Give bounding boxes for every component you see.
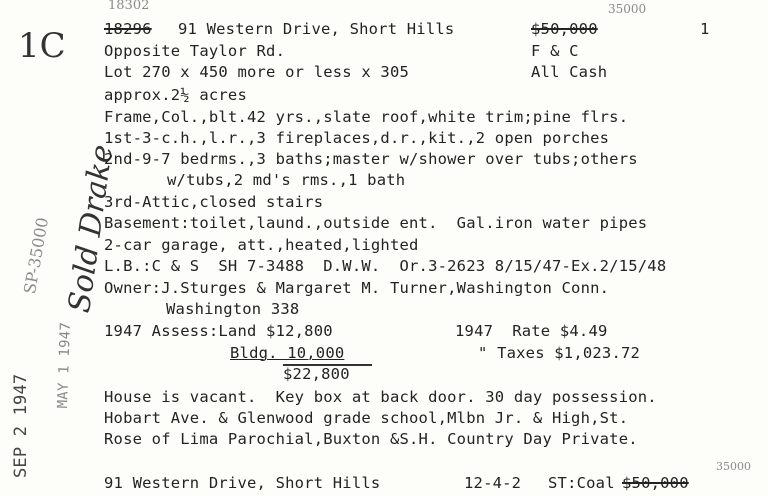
garage: 2-car garage, att.,heated,lighted <box>104 236 419 254</box>
date-stamp-2: MAY 1 1947 <box>54 321 75 409</box>
footer-address: 91 Western Drive, Short Hills <box>104 474 381 492</box>
address: 91 Western Drive, Short Hills <box>178 20 455 38</box>
footer-code: 12-4-2 <box>464 474 522 492</box>
listing-info: L.B.:C & S SH 7-3488 D.W.W. Or.3-2623 8/15/47-Ex.2/15/48 <box>104 257 667 275</box>
remarks-line-3: Rose of Lima Parochial,Buxton &S.H. Country Day Private. <box>104 430 638 448</box>
pencil-price-bottom: 35000 <box>716 460 751 473</box>
handwritten-district: 1C <box>18 26 66 66</box>
basement: Basement:toilet,laund.,outside ent. Gal.iron water pipes <box>104 214 648 232</box>
remarks-line-1: House is vacant. Key box at back door. 30 day possession. <box>104 388 657 406</box>
first-floor: 1st-3-c.h.,l.r.,3 fireplaces,d.r.,kit.,2 open porches <box>104 129 610 147</box>
location-note: Opposite Taylor Rd. <box>104 42 286 60</box>
assessment-building: Bldg. 10,000 <box>230 344 345 362</box>
second-floor: 2nd-9-7 bedrms.,3 baths;master w/shower over tubs;others <box>104 150 638 168</box>
price: $50,000 <box>531 20 598 38</box>
handwritten-sold-note: Sold Drake <box>62 142 121 315</box>
lot-size: Lot 270 x 450 more or less x 305 <box>104 63 410 81</box>
date-stamp-1: SEP 2 1947 <box>11 373 31 478</box>
assessment-total: $22,800 <box>283 365 350 383</box>
footer-price: $50,000 <box>622 474 689 492</box>
pencil-card-number: 18302 <box>108 0 150 13</box>
tax-rate: 1947 Rate $4.49 <box>455 322 608 340</box>
second-floor-continued: w/tubs,2 md's rms.,1 bath <box>167 171 406 189</box>
acreage: approx.2½ acres <box>104 86 247 104</box>
terms: All Cash <box>531 63 608 81</box>
assessment-land: 1947 Assess:Land $12,800 <box>104 322 333 340</box>
third-floor: 3rd-Attic,closed stairs <box>104 193 324 211</box>
card-sequence: 1 <box>700 20 710 38</box>
pencil-price-top: 35000 <box>608 2 647 16</box>
footer-heat: ST:Coal <box>548 474 615 492</box>
pencil-sold-price: SP-35000 <box>20 216 53 296</box>
terms-code: F & C <box>531 42 579 60</box>
owner-phone: Washington 338 <box>166 300 300 318</box>
listing-number: 18296 <box>104 20 152 38</box>
taxes: " Taxes $1,023.72 <box>478 344 641 362</box>
owner: Owner:J.Sturges & Margaret M. Turner,Washington Conn. <box>104 279 610 297</box>
construction: Frame,Col.,blt.42 yrs.,slate roof,white trim;pine flrs. <box>104 108 629 126</box>
remarks-line-2: Hobart Ave. & Glenwood grade school,Mlbn Jr. & High,St. <box>104 409 629 427</box>
